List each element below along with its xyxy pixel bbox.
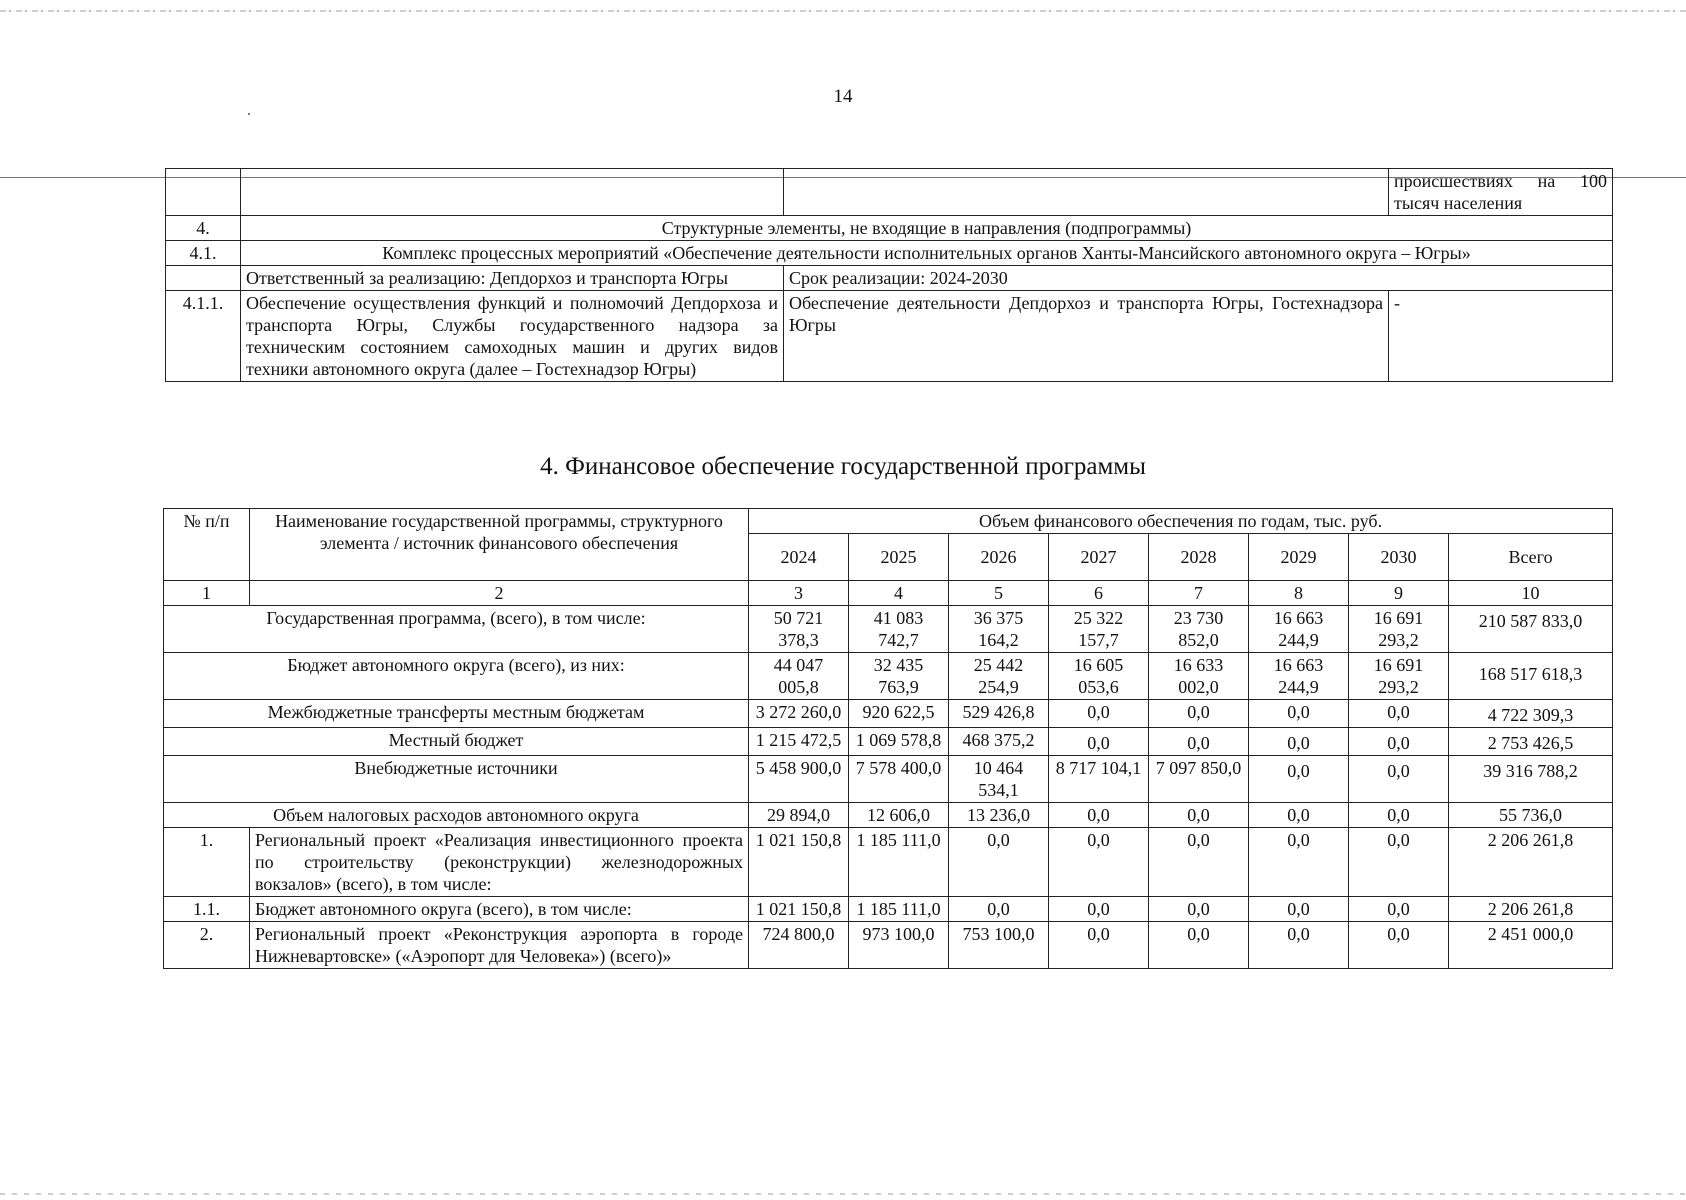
- year-value: 0,0: [1349, 828, 1449, 897]
- total-value: 39 316 788,2: [1449, 756, 1613, 803]
- row-number: 1.1.: [164, 897, 250, 922]
- row-label: Бюджет автономного округа (всего), из них:: [164, 653, 749, 700]
- column-number: 10: [1449, 581, 1613, 606]
- year-value: 44 047 005,8: [749, 653, 849, 700]
- year-value: 0,0: [1249, 700, 1349, 728]
- row-number: 4.: [166, 216, 241, 241]
- cell-empty: [784, 169, 1389, 216]
- year-value: 0,0: [1249, 897, 1349, 922]
- header-total: Всего: [1449, 534, 1613, 581]
- table-row-section-4-1: [166, 241, 1613, 266]
- total-value: 2 753 426,5: [1449, 728, 1613, 756]
- year-value: 0,0: [1049, 922, 1149, 969]
- row-number: 2.: [164, 922, 250, 969]
- table-row-item: [164, 897, 1613, 922]
- page-number: 14: [833, 86, 853, 107]
- year-value: 16 663 244,9: [1249, 606, 1349, 653]
- year-value: 0,0: [1049, 700, 1149, 728]
- column-number: 7: [1149, 581, 1249, 606]
- year-value: 0,0: [1149, 922, 1249, 969]
- column-number: 1: [164, 581, 250, 606]
- year-value: 50 721 378,3: [749, 606, 849, 653]
- row-label: Внебюджетные источники: [164, 756, 749, 803]
- row-label: Межбюджетные трансферты местным бюджетам: [164, 700, 749, 728]
- year-value: 0,0: [1049, 897, 1149, 922]
- year-value: 25 322 157,7: [1049, 606, 1149, 653]
- section-heading: 4. Финансовое обеспечение государственной программы: [540, 453, 1146, 480]
- total-value: 2 206 261,8: [1449, 897, 1613, 922]
- period-cell: Срок реализации: 2024-2030: [784, 266, 1613, 291]
- year-value: 0,0: [1149, 897, 1249, 922]
- total-value: 210 587 833,0: [1449, 606, 1613, 653]
- financing-table: [163, 508, 1613, 969]
- year-value: 23 730 852,0: [1149, 606, 1249, 653]
- year-value: 920 622,5: [849, 700, 949, 728]
- structure-elements-table: [165, 168, 1613, 382]
- year-value: 16 663 244,9: [1249, 653, 1349, 700]
- year-value: 3 272 260,0: [749, 700, 849, 728]
- year-value: 1 185 111,0: [849, 828, 949, 897]
- year-value: 7 578 400,0: [849, 756, 949, 803]
- table-row-item: [164, 922, 1613, 969]
- header-volume: Объем финансового обеспечения по годам, тыс. руб.: [749, 509, 1613, 534]
- year-value: 0,0: [1049, 728, 1149, 756]
- row-number: 4.1.: [166, 241, 241, 266]
- row-name: Бюджет автономного округа (всего), в том числе:: [250, 897, 749, 922]
- year-value: 0,0: [1149, 828, 1249, 897]
- header-year: 2030: [1349, 534, 1449, 581]
- year-value: 1 021 150,8: [749, 828, 849, 897]
- header-year: 2026: [949, 534, 1049, 581]
- header-year: 2028: [1149, 534, 1249, 581]
- column-numbers-row: [164, 581, 1613, 606]
- year-value: 724 800,0: [749, 922, 849, 969]
- year-value: 10 464 534,1: [949, 756, 1049, 803]
- year-value: 1 215 472,5: [749, 728, 849, 756]
- cell-empty: [241, 169, 784, 216]
- year-value: 25 442 254,9: [949, 653, 1049, 700]
- header-year: 2025: [849, 534, 949, 581]
- column-number: 3: [749, 581, 849, 606]
- indicator-cell: -: [1389, 291, 1613, 382]
- year-value: 29 894,0: [749, 803, 849, 828]
- year-value: 32 435 763,9: [849, 653, 949, 700]
- table-row-4-1-1: [166, 291, 1613, 382]
- table-row-summary: [164, 803, 1613, 828]
- year-value: 0,0: [949, 828, 1049, 897]
- row-number: 4.1.1.: [166, 291, 241, 382]
- section-title: Комплекс процессных мероприятий «Обеспечение деятельности исполнительных органов Ханты-Мансийского автономного округа – Югры»: [241, 241, 1613, 266]
- header-num: № п/п: [164, 509, 250, 581]
- year-value: 0,0: [1349, 756, 1449, 803]
- year-value: 16 691 293,2: [1349, 606, 1449, 653]
- cell-empty: [166, 169, 241, 216]
- year-value: 0,0: [1249, 728, 1349, 756]
- year-value: 0,0: [1149, 700, 1249, 728]
- column-number: 4: [849, 581, 949, 606]
- year-value: 0,0: [1349, 922, 1449, 969]
- year-value: 1 185 111,0: [849, 897, 949, 922]
- year-value: 0,0: [1249, 803, 1349, 828]
- year-value: 16 605 053,6: [1049, 653, 1149, 700]
- scan-edge-top: [0, 10, 1686, 12]
- row-label: Объем налоговых расходов автономного округа: [164, 803, 749, 828]
- year-value: 12 606,0: [849, 803, 949, 828]
- year-value: 16 691 293,2: [1349, 653, 1449, 700]
- year-value: 1 021 150,8: [749, 897, 849, 922]
- year-value: 753 100,0: [949, 922, 1049, 969]
- header-year: 2027: [1049, 534, 1149, 581]
- scan-speck: [248, 113, 250, 115]
- year-value: 0,0: [1049, 803, 1149, 828]
- year-value: 7 097 850,0: [1149, 756, 1249, 803]
- total-value: 4 722 309,3: [1449, 700, 1613, 728]
- column-number: 2: [250, 581, 749, 606]
- year-value: 0,0: [1349, 700, 1449, 728]
- row-label: Государственная программа, (всего), в том числе:: [164, 606, 749, 653]
- total-value: 2 451 000,0: [1449, 922, 1613, 969]
- row-name: Региональный проект «Реализация инвестиционного проекта по строительству (реконструкции) железнодорожных вокзалов» (всего), в том числе:: [250, 828, 749, 897]
- year-value: 13 236,0: [949, 803, 1049, 828]
- header-name: Наименование государственной программы, структурного элемента / источник финансового обеспечения: [250, 509, 749, 581]
- table-row-responsible: [166, 266, 1613, 291]
- column-number: 6: [1049, 581, 1149, 606]
- column-number: 9: [1349, 581, 1449, 606]
- header-row: [164, 509, 1613, 534]
- row-label: Местный бюджет: [164, 728, 749, 756]
- table-row-summary: [164, 728, 1613, 756]
- table-row-item: [164, 828, 1613, 897]
- row-name: Региональный проект «Реконструкция аэропорта в городе Нижневартовске» («Аэропорт для Человека») (всего)»: [250, 922, 749, 969]
- year-value: 0,0: [1249, 756, 1349, 803]
- total-value: 2 206 261,8: [1449, 828, 1613, 897]
- total-value: 55 736,0: [1449, 803, 1613, 828]
- header-year: 2029: [1249, 534, 1349, 581]
- cell-empty: [166, 266, 241, 291]
- year-value: 0,0: [1249, 828, 1349, 897]
- effect-cell: Обеспечение деятельности Депдорхоз и транспорта Югры, Гостехнадзора Югры: [784, 291, 1389, 382]
- year-value: 468 375,2: [949, 728, 1049, 756]
- indicator-cell: происшествиях на 100 тысяч населения: [1389, 169, 1613, 216]
- task-cell: Обеспечение осуществления функций и полномочий Депдорхоза и транспорта Югры, Службы государственного надзора за техническим состоянием самоходных машин и других видов техники автономного округа (далее – Гостехнадзор Югры): [241, 291, 784, 382]
- year-value: 0,0: [1149, 728, 1249, 756]
- table-row-summary: [164, 700, 1613, 728]
- year-value: 16 633 002,0: [1149, 653, 1249, 700]
- section-title: Структурные элементы, не входящие в направления (подпрограммы): [241, 216, 1613, 241]
- total-value: 168 517 618,3: [1449, 653, 1613, 700]
- table-row-summary: [164, 756, 1613, 803]
- year-value: 0,0: [1349, 728, 1449, 756]
- year-value: 0,0: [949, 897, 1049, 922]
- header-year: 2024: [749, 534, 849, 581]
- year-value: 0,0: [1249, 922, 1349, 969]
- year-value: 5 458 900,0: [749, 756, 849, 803]
- scan-edge-bottom: [0, 1193, 1686, 1195]
- year-value: 0,0: [1149, 803, 1249, 828]
- table-row-continuation: [166, 169, 1613, 216]
- table-row-summary: [164, 653, 1613, 700]
- year-value: 41 083 742,7: [849, 606, 949, 653]
- responsible-cell: Ответственный за реализацию: Депдорхоз и транспорта Югры: [241, 266, 784, 291]
- year-value: 0,0: [1049, 828, 1149, 897]
- table-row-summary: [164, 606, 1613, 653]
- row-number: 1.: [164, 828, 250, 897]
- year-value: 8 717 104,1: [1049, 756, 1149, 803]
- year-value: 0,0: [1349, 803, 1449, 828]
- year-value: 973 100,0: [849, 922, 949, 969]
- column-number: 8: [1249, 581, 1349, 606]
- column-number: 5: [949, 581, 1049, 606]
- year-value: 36 375 164,2: [949, 606, 1049, 653]
- year-value: 529 426,8: [949, 700, 1049, 728]
- year-value: 0,0: [1349, 897, 1449, 922]
- year-value: 1 069 578,8: [849, 728, 949, 756]
- table-row-section-4: [166, 216, 1613, 241]
